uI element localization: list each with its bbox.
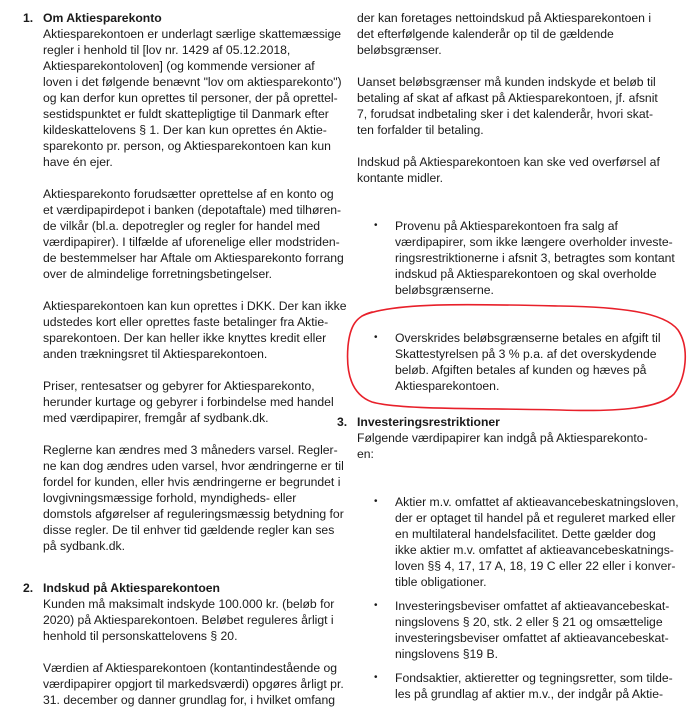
text-line: disse regler. De til enhver tid gældende regler kan ses (43, 523, 335, 537)
text-line: Aktiesparekonto forudsætter oprettelse af en konto og (43, 187, 334, 201)
section-number: 1. (23, 11, 34, 25)
text-line: ningslovens §19 B. (395, 647, 498, 661)
text-line: Kunden må maksimalt indskyde 100.000 kr. (beløb for (43, 597, 335, 611)
text-line: loven i det følgende benævnt "lov om aktiesparekonto") (43, 75, 342, 89)
text-line: 7, forudsat indbetaling sker i det kalenderår, hvori skat- (357, 107, 654, 121)
text-line: værdipapirer opgjort til markedsværdi) opgøres årligt pr. (43, 677, 344, 691)
section-1-paragraph-5 (23, 442, 344, 554)
bullet-icon: • (374, 220, 378, 231)
text-line: tible obligationer. (395, 575, 487, 589)
text-line: sparekontoen. Der kan heller ikke knyttes kredit eller (43, 331, 327, 345)
right-column (337, 0, 679, 702)
text-line: der kan foretages nettoindskud på Aktiesparekontoen i (357, 11, 652, 25)
section-number: 2. (23, 581, 34, 595)
text-line: loven §§ 4, 17, 17 A, 18, 19 C eller 22 eller i konver- (395, 559, 676, 573)
text-line: 2020) på Aktiesparekontoen. Beløbet reguleres årligt i (43, 613, 334, 627)
text-line: Aktiesparekontoen. (395, 379, 500, 393)
text-line: indskud på Aktiesparekontoen og skal overholde (395, 267, 657, 281)
text-line: anden trækningsret til Aktiesparekontoen. (43, 347, 268, 361)
text-line: les på grundlag af aktier m.v., der indgår på Aktie- (395, 687, 664, 701)
text-line: ikke aktier m.v. omfattet af aktieavancebeskatnings- (395, 543, 674, 557)
text-line: en: (357, 447, 374, 461)
text-line: Priser, rentesatser og gebyrer for Aktiesparekonto, (43, 379, 315, 393)
text-line: på sydbank.dk. (43, 539, 125, 553)
list-item-highlighted (357, 330, 675, 394)
section-1-paragraph-2 (23, 186, 344, 282)
list-item (357, 218, 675, 298)
text-line: Aktiesparekontoen kan kun oprettes i DKK. Der kan ikke (43, 299, 347, 313)
text-line: et værdipapirdepot i banken (depotaftale) med tilhøren- (43, 203, 342, 217)
text-line: der er optaget til handel på et reguleret marked eller (395, 511, 676, 525)
text-line: Reglerne kan ændres med 3 måneders varsel. Regler- (43, 443, 338, 457)
right-paragraph-3 (357, 154, 675, 186)
text-line: fordel for kunden, eller hvis ændringerne er begrundet i (43, 475, 341, 489)
text-line: en multilateral handelsfacilitet. Dette gælder dog (395, 527, 656, 541)
text-line: have én ejer. (43, 155, 113, 169)
section-1-paragraph-4 (23, 378, 341, 426)
text-line: ningslovens § 20, stk. 2 eller § 21 og omsættelige (395, 615, 663, 629)
section-1-paragraph-1 (23, 26, 341, 170)
right-paragraph-2 (357, 74, 675, 138)
text-line: værdipapirer). I tilfælde af uforenelige eller modstriden- (43, 235, 340, 249)
text-line: herunder kurtage og gebyrer i forbindelse med handel (43, 395, 334, 409)
section-1-heading (23, 10, 341, 26)
list-item (357, 598, 675, 662)
text-line: ringsrestriktionerne i afsnit 3, betragtes som kontant (395, 251, 675, 265)
section-number: 3. (337, 415, 348, 429)
text-line: lovgivningsmæssige forhold, myndigheds- eller (43, 491, 297, 505)
text-line: regler i henhold til [lov nr. 1429 af 05.12.2018, (43, 43, 291, 57)
text-line: de vilkår (bl.a. depotregler og regler for handel med (43, 219, 321, 233)
text-line: værdipapirer, som ikke længere overholder investe- (395, 235, 673, 249)
text-line: Aktiesparekontoen er underlagt særlige skattemæssige (43, 27, 342, 41)
section-3-heading (337, 414, 675, 430)
text-line: Aktiesparekontoloven] (og kommende versioner af (43, 59, 315, 73)
text-line: sestidspunktet er fuldt skattepligtige til Danmark efter (43, 107, 329, 121)
text-line: Værdien af Aktiesparekontoen (kontantindestående og (43, 661, 338, 675)
text-line: Provenu på Aktiesparekontoen fra salg af (395, 219, 618, 233)
bullet-icon: • (374, 332, 378, 343)
section-2-heading (23, 580, 341, 596)
section-3-intro (357, 430, 675, 462)
text-line: Aktier m.v. omfattet af aktieavancebeskatningsloven, (395, 495, 679, 509)
section-title: Indskud på Aktiesparekontoen (43, 581, 220, 595)
left-column (23, 0, 347, 708)
text-line: ten forfalder til betaling. (357, 123, 484, 137)
text-line: Fondsaktier, aktieretter og tegningsretter, som tilde- (395, 671, 673, 685)
text-line: og kan derfor kun oprettes til personer, der på oprettel- (43, 91, 338, 105)
bullet-icon: • (374, 600, 378, 611)
text-line: domstols afgørelser af reguleringsmæssig betydning for (43, 507, 344, 521)
text-line: 31. december og danner grundlag for, i hvilket omfang (43, 693, 336, 707)
text-line: Investeringsbeviser omfattet af aktieavancebeskat- (395, 599, 670, 613)
list-item (357, 494, 679, 590)
text-line: betaling af skat af afkast på Aktiesparekontoen, jf. afsnit (357, 91, 658, 105)
text-line: investeringsbeviser omfattet af aktieavancebeskat- (395, 631, 669, 645)
text-line: Skattestyrelsen på 3 % p.a. af det overskydende (395, 347, 657, 361)
text-line: beløbsgrænser. (357, 43, 442, 57)
list-item (357, 670, 675, 702)
text-line: over de almindelige forretningsbetingelser. (43, 267, 272, 281)
section-2-paragraph-1 (23, 596, 341, 644)
text-line: med værdipapirer, fremgår af sydbank.dk. (43, 411, 269, 425)
bullet-icon: • (374, 672, 378, 683)
right-paragraph-1 (357, 10, 675, 58)
section-title: Investeringsrestriktioner (357, 415, 500, 429)
bullet-icon: • (374, 496, 378, 507)
text-line: Uanset beløbsgrænser må kunden indskyde et beløb til (357, 75, 656, 89)
text-line: kontante midler. (357, 171, 444, 185)
text-line: henhold til personskattelovens § 20. (43, 629, 238, 643)
text-line: Følgende værdipapirer kan indgå på Aktiesparekonto- (357, 431, 648, 445)
text-line: Indskud på Aktiesparekontoen kan ske ved overførsel af (357, 155, 660, 169)
section-1-paragraph-3 (23, 298, 347, 362)
text-line: sparekonto pr. person, og Aktiesparekontoen kan kun (43, 139, 331, 153)
section-2-paragraph-2 (23, 660, 344, 708)
text-line: beløbsgrænserne. (395, 283, 494, 297)
text-line: beløb. Afgiften betales af kunden og hæves på (395, 363, 647, 377)
text-line: det efterfølgende kalenderår op til de gældende (357, 27, 614, 41)
text-line: ne kan dog ændres uden varsel, hvor ændringerne er til (43, 459, 344, 473)
text-line: de bestemmelser har Aftale om Aktiesparekonto forrang (43, 251, 344, 265)
section-title: Om Aktiesparekonto (43, 11, 162, 25)
text-line: kildeskattelovens § 1. Der kan kun oprettes én Aktie- (43, 123, 327, 137)
text-line: udstedes kort eller oprettes faste betalinger fra Aktie- (43, 315, 329, 329)
text-line: Overskrides beløbsgrænserne betales en afgift til (395, 331, 661, 345)
